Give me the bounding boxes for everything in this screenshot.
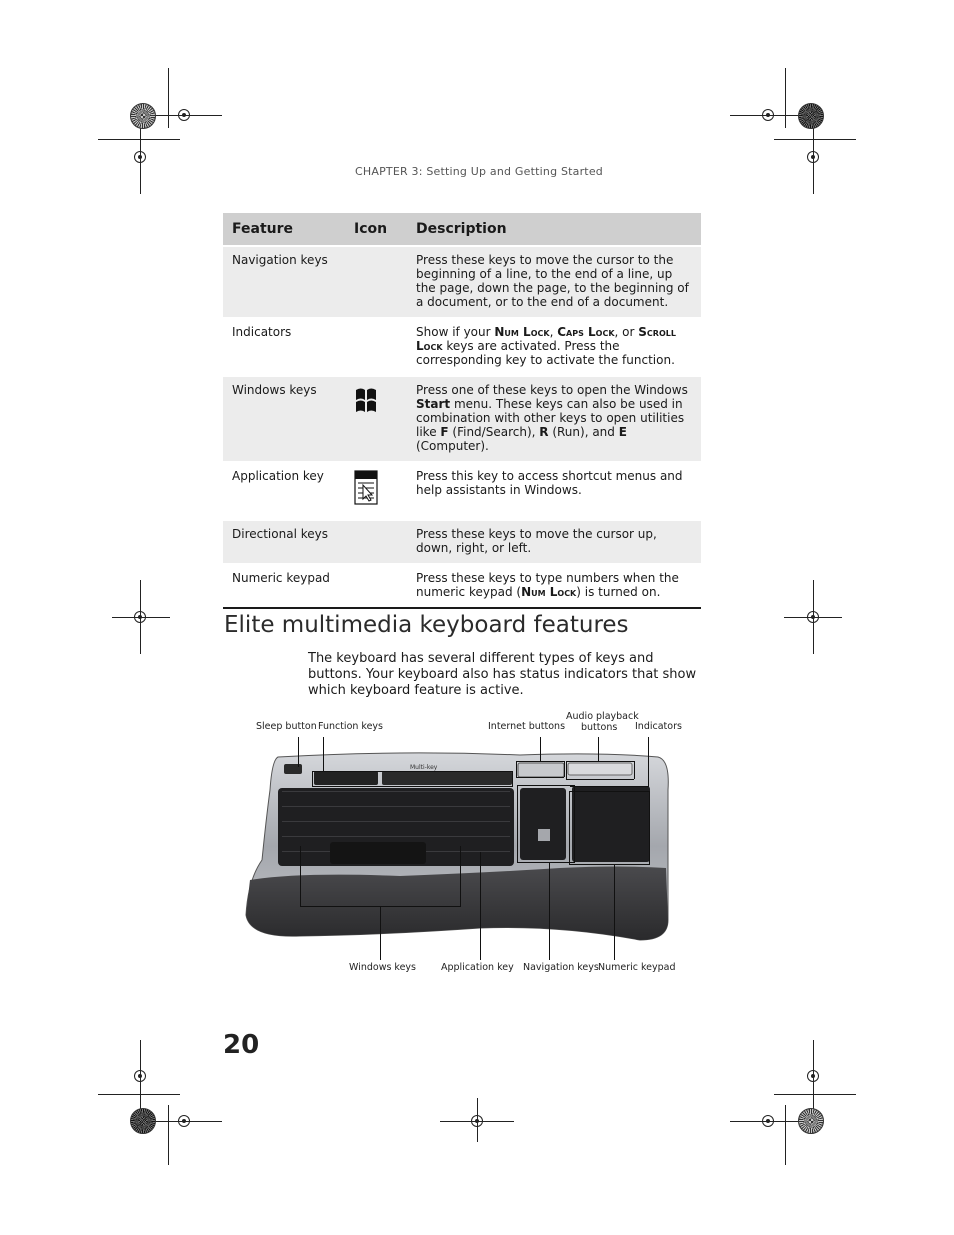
windows-logo-icon (354, 385, 378, 417)
chapter-header: CHAPTER 3: Setting Up and Getting Started (355, 165, 603, 178)
feature-cell: Windows keys (223, 376, 345, 462)
label-function-keys: Function keys (318, 721, 384, 732)
page-number: 20 (223, 1030, 260, 1060)
feature-cell: Application key (223, 462, 345, 520)
description-cell: Press these keys to move the cursor to the beginning of a line, to the end of a line, up the page, down the page, to the beginning of a document, or to the end of a document. (407, 246, 701, 318)
table-row (223, 246, 701, 318)
feature-cell: Indicators (223, 318, 345, 376)
table-row (223, 376, 701, 462)
label-navigation-keys: Navigation keys (523, 962, 599, 973)
label-application-key: Application key (441, 962, 514, 973)
description-cell: Show if your Num Lock, Caps Lock, or Scroll Lock keys are activated. Press the corresponding key to activate the function. (407, 318, 701, 376)
icon-cell (345, 564, 407, 608)
feature-cell: Directional keys (223, 520, 345, 564)
label-indicators: Indicators (635, 721, 682, 732)
icon-cell (345, 520, 407, 564)
intro-paragraph: The keyboard has several different types of keys and buttons. Your keyboard also has status indicators that show which keyboard feature is active. (308, 651, 697, 698)
table-row (223, 564, 701, 608)
table-header-row (223, 213, 701, 246)
svg-text:Multi-key: Multi-key (410, 764, 438, 771)
section-title: Elite multimedia keyboard features (224, 612, 629, 638)
icon-cell (345, 246, 407, 318)
table-row (223, 520, 701, 564)
table-row (223, 462, 701, 520)
application-menu-icon (354, 469, 378, 505)
icon-cell (345, 462, 407, 520)
label-windows-keys: Windows keys (349, 962, 417, 973)
label-audio-playback-line1: Audio playback (566, 711, 639, 722)
icon-cell (345, 376, 407, 462)
column-header-icon: Icon (345, 213, 407, 246)
feature-table (223, 213, 701, 609)
label-numeric-keypad: Numeric keypad (598, 962, 676, 973)
description-cell: Press this key to access shortcut menus and help assistants in Windows. (407, 462, 701, 520)
column-header-feature: Feature (223, 213, 345, 246)
description-cell: Press these keys to type numbers when the numeric keypad (Num Lock) is turned on. (407, 564, 701, 608)
icon-cell (345, 318, 407, 376)
label-sleep-button: Sleep button (256, 721, 317, 732)
description-cell: Press one of these keys to open the Windows Start menu. These keys can also be used in combination with other keys to open utilities like F (Find/Search), R (Run), and E (Computer). (407, 376, 701, 462)
label-internet-buttons: Internet buttons (488, 721, 566, 732)
table-row (223, 318, 701, 376)
column-header-description: Description (407, 213, 701, 246)
feature-cell: Navigation keys (223, 246, 345, 318)
description-cell: Press these keys to move the cursor up, down, right, or left. (407, 520, 701, 564)
feature-cell: Numeric keypad (223, 564, 345, 608)
label-audio-playback-line2: buttons (581, 722, 618, 733)
